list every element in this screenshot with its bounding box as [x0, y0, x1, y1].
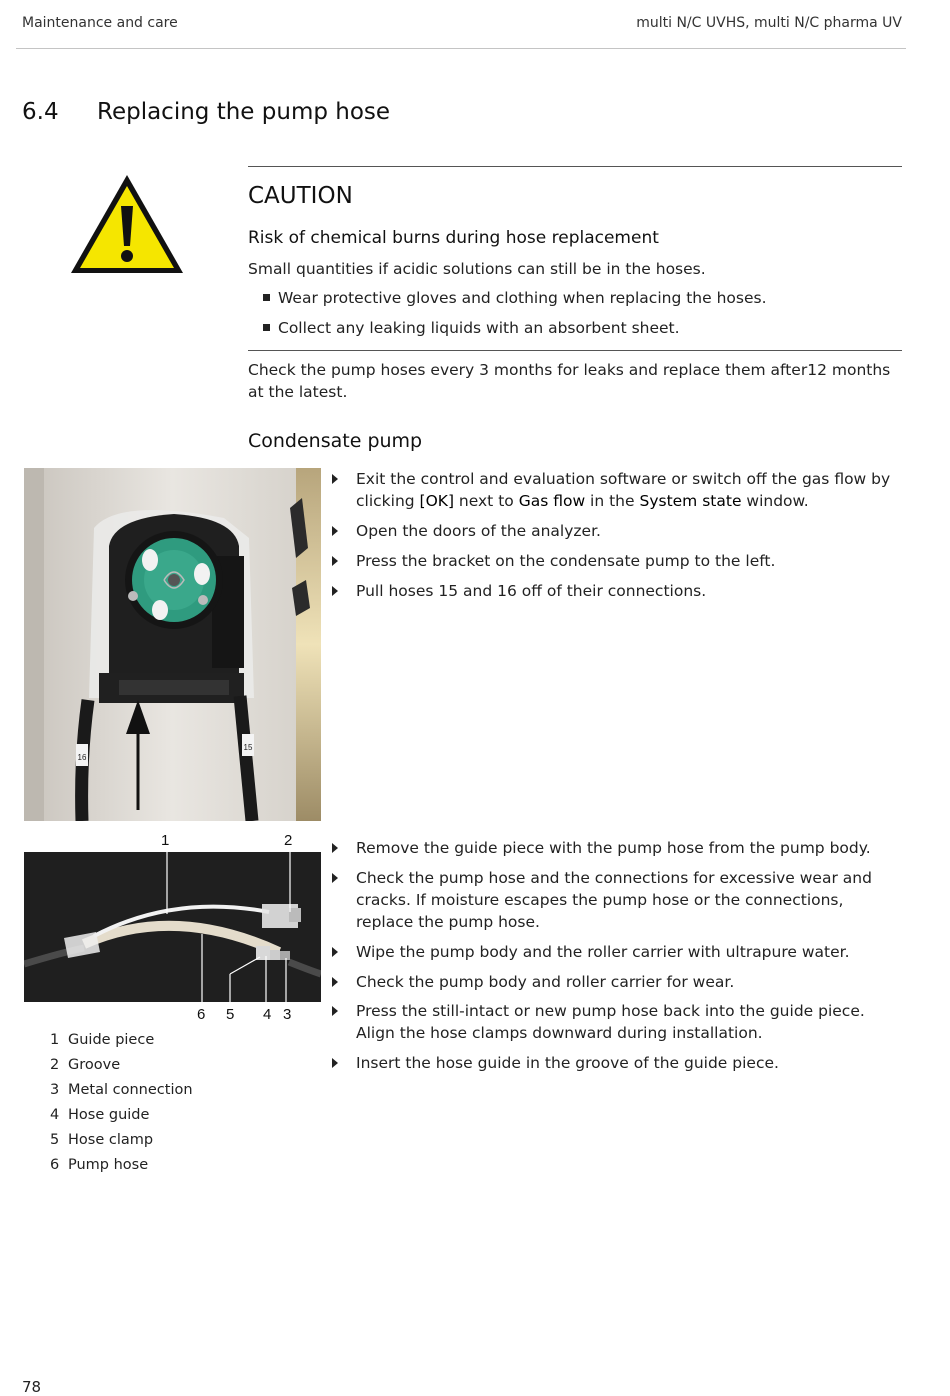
legend-item: 5 Hose clamp — [50, 1132, 154, 1148]
header-divider — [16, 48, 906, 49]
caution-item: Wear protective gloves and clothing when replacing the hoses. — [263, 289, 767, 307]
caution-top-rule — [248, 166, 902, 167]
caution-subtitle: Risk of chemical burns during hose replacement — [248, 228, 659, 248]
instruction-step: Check the pump hose and the connections for excessive wear and cracks. If moisture escapes the pump hose or the connections, replace the pump hose. — [330, 867, 902, 933]
step-arrow-icon — [332, 556, 338, 566]
intro-paragraph: Check the pump hoses every 3 months for leaks and replace them after12 months at the latest. — [248, 361, 891, 401]
warning-triangle-icon — [68, 172, 186, 276]
instruction-step: Press the still-intact or new pump hose back into the guide piece. Align the hose clamps downward during installation. — [330, 1000, 902, 1044]
instruction-step: Press the bracket on the condensate pump to the left. — [330, 550, 902, 572]
section-number: 6.4 — [22, 99, 59, 125]
legend-item: 1 Guide piece — [50, 1032, 155, 1048]
instruction-step: Wipe the pump body and the roller carrier with ultrapure water. — [330, 941, 902, 963]
caution-item: Collect any leaking liquids with an absorbent sheet. — [263, 319, 680, 337]
callout-5: 5 — [226, 1006, 235, 1023]
bullet-square-icon — [263, 294, 270, 301]
instruction-step: Pull hoses 15 and 16 off of their connections. — [330, 580, 902, 602]
page-number: 78 — [22, 1378, 42, 1396]
step-arrow-icon — [332, 843, 338, 853]
subsection-title: Condensate pump — [248, 430, 423, 452]
ok-button-reference: [OK] — [419, 492, 454, 510]
step-arrow-icon — [332, 947, 338, 957]
legend-item: 6 Pump hose — [50, 1157, 149, 1173]
caution-title: CAUTION — [248, 183, 353, 209]
step-arrow-icon — [332, 1058, 338, 1068]
running-header-right: multi N/C UVHS, multi N/C pharma UV — [636, 15, 902, 31]
step-arrow-icon — [332, 977, 338, 987]
legend-item: 3 Metal connection — [50, 1082, 193, 1098]
instruction-step: Open the doors of the analyzer. — [330, 520, 902, 542]
step-arrow-icon — [332, 474, 338, 484]
instruction-step: Insert the hose guide in the groove of the guide piece. — [330, 1052, 902, 1074]
instruction-step: Check the pump body and roller carrier for wear. — [330, 971, 902, 993]
legend-item: 4 Hose guide — [50, 1107, 150, 1123]
pump-hose-photo — [24, 852, 321, 1002]
condensate-pump-photo — [24, 468, 321, 821]
caution-bottom-rule — [248, 350, 902, 351]
bullet-square-icon — [263, 324, 270, 331]
step-arrow-icon — [332, 873, 338, 883]
step-arrow-icon — [332, 526, 338, 536]
callout-6: 6 — [197, 1006, 206, 1023]
instruction-step: Exit the control and evaluation software or switch off the gas flow by clicking [OK] next to Gas flow in the System state window. — [330, 468, 902, 512]
callout-2: 2 — [284, 832, 293, 849]
system-state-reference: System state — [639, 492, 742, 510]
caution-text: Small quantities if acidic solutions can still be in the hoses. — [248, 260, 706, 278]
gas-flow-reference: Gas flow — [518, 492, 586, 510]
hose-label-16: 16 — [77, 753, 87, 762]
step-arrow-icon — [332, 1006, 338, 1016]
running-header-left: Maintenance and care — [22, 15, 178, 31]
instruction-step: Remove the guide piece with the pump hose from the pump body. — [330, 837, 902, 859]
callout-4: 4 — [263, 1006, 272, 1023]
hose-label-15: 15 — [243, 743, 253, 752]
callout-3: 3 — [283, 1006, 292, 1023]
step-arrow-icon — [332, 586, 338, 596]
callout-1: 1 — [161, 832, 170, 849]
legend-item: 2 Groove — [50, 1057, 121, 1073]
section-title: Replacing the pump hose — [97, 99, 391, 125]
